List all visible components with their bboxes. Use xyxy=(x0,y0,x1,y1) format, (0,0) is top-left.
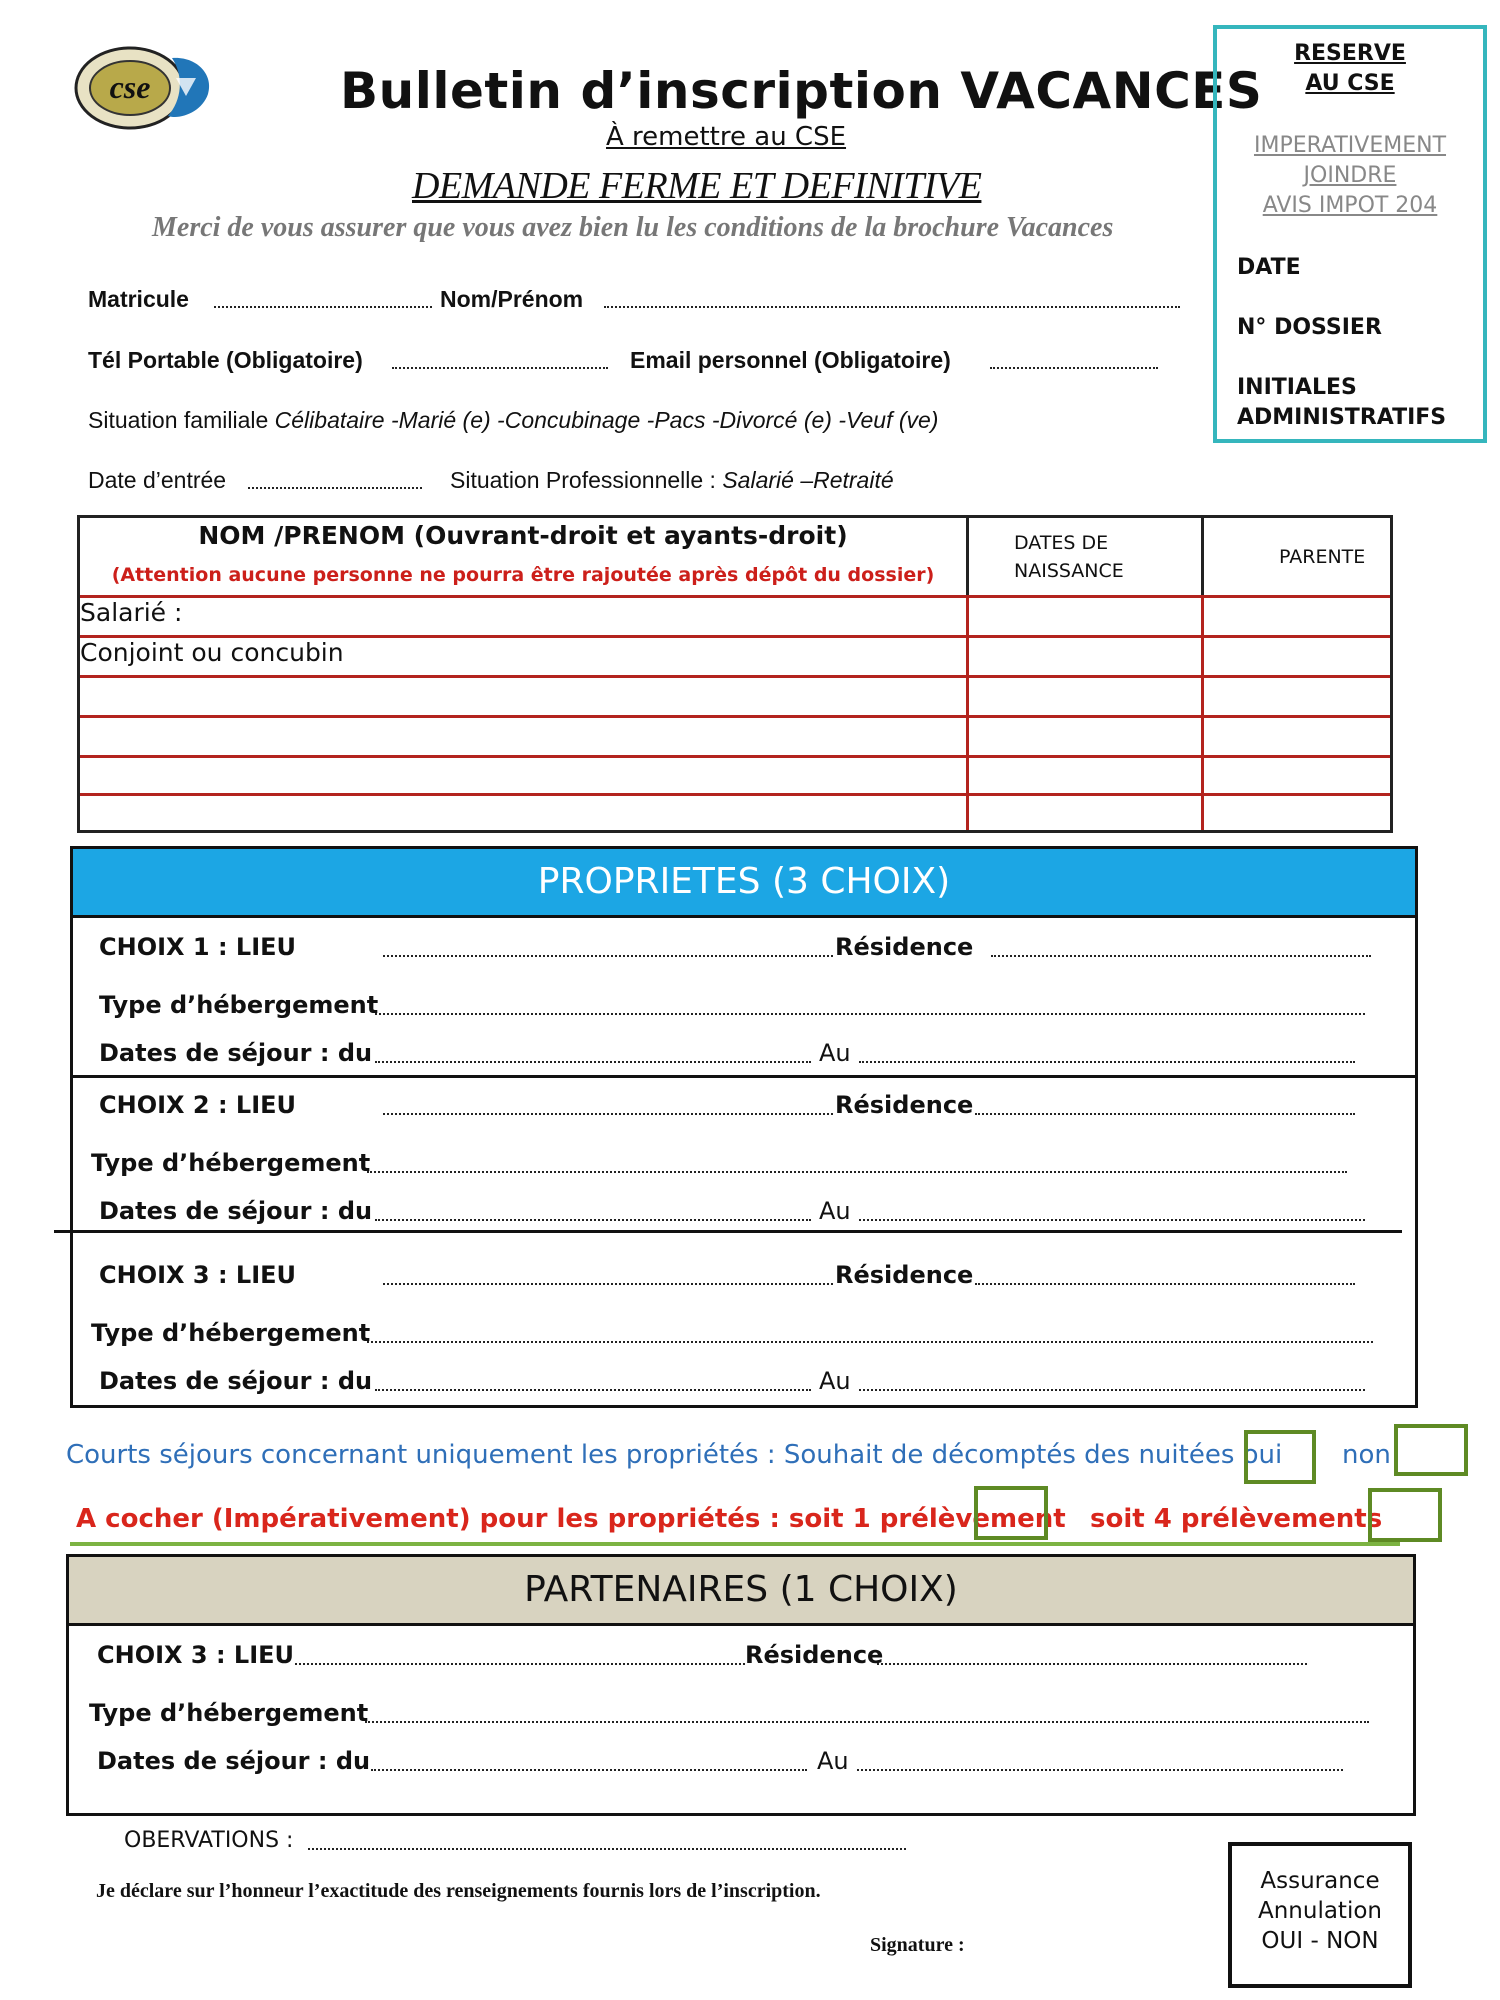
choix1-du-field[interactable] xyxy=(375,1061,811,1063)
merci-note: Merci de vous assurer que vous avez bien lu les conditions de la brochure Vacances xyxy=(152,212,1114,243)
courts-sejours-text: Courts séjours concernant uniquement les propriétés : Souhait de décomptés des nuitées oui xyxy=(66,1440,1283,1470)
situation-pro-values[interactable]: Salarié –Retraité xyxy=(722,467,894,493)
choix1-au-label: Au xyxy=(819,1039,851,1067)
choice-separator xyxy=(54,1230,1402,1233)
choix1-type-label: Type d’hébergement xyxy=(99,991,379,1019)
choix2-au-field[interactable] xyxy=(859,1219,1365,1221)
reserve-imp-2: JOINDRE xyxy=(1303,163,1397,188)
cocher-text: A cocher (Impérativement) pour les propriétés : soit 1 prélèvement xyxy=(76,1504,1066,1534)
partenaires-lieu-field[interactable] xyxy=(295,1663,745,1665)
declaration-text: Je déclare sur l’honneur l’exactitude des renseignements fournis lors de l’inscription. xyxy=(96,1880,821,1902)
members-header-parente: PARENTE xyxy=(1279,546,1366,568)
choix2-lieu-field[interactable] xyxy=(383,1113,833,1115)
tel-field[interactable] xyxy=(392,367,608,369)
choix2-type-label: Type d’hébergement xyxy=(91,1149,371,1177)
situation-familiale-values[interactable]: Célibataire -Marié (e) -Concubinage -Pacs -Divorcé (e) -Veuf (ve) xyxy=(274,407,939,433)
partenaires-title: PARTENAIRES (1 CHOIX) xyxy=(69,1557,1413,1626)
choix2-au-label: Au xyxy=(819,1197,851,1225)
assurance-line-1: Assurance xyxy=(1260,1868,1380,1894)
choix3-lieu-label: CHOIX 3 : LIEU xyxy=(99,1261,297,1289)
choix3-residence-field[interactable] xyxy=(975,1283,1355,1285)
choix2-du-field[interactable] xyxy=(375,1219,811,1221)
matricule-label: Matricule xyxy=(88,286,189,312)
choix1-dates-label: Dates de séjour : du xyxy=(99,1039,373,1067)
situation-pro-row xyxy=(450,467,894,494)
reserve-date-label: DATE xyxy=(1237,255,1301,280)
choix1-au-field[interactable] xyxy=(859,1061,1355,1063)
date-entree-field[interactable] xyxy=(248,487,422,489)
email-field[interactable] xyxy=(990,367,1158,369)
partenaires-du-field[interactable] xyxy=(371,1769,807,1771)
logo-text: cse xyxy=(109,69,151,105)
assurance-box xyxy=(1228,1842,1412,1988)
choix1-residence-label: Résidence xyxy=(835,933,974,961)
choix2-dates-label: Dates de séjour : du xyxy=(99,1197,373,1225)
assurance-line-2: Annulation xyxy=(1257,1898,1382,1924)
courts-non-label: non xyxy=(1342,1440,1391,1470)
partenaires-dates-label: Dates de séjour : du xyxy=(97,1747,371,1775)
page-title: Bulletin d’inscription VACANCES xyxy=(340,62,1263,120)
partenaires-lieu-label: CHOIX 3 : LIEU xyxy=(97,1641,295,1669)
demande-heading: DEMANDE FERME ET DEFINITIVE xyxy=(412,165,982,207)
partenaires-type-field[interactable] xyxy=(365,1721,1369,1723)
choix3-au-field[interactable] xyxy=(859,1389,1365,1391)
nom-prenom-label: Nom/Prénom xyxy=(440,286,584,312)
date-entree-label: Date d’entrée xyxy=(88,467,227,493)
choix1-type-field[interactable] xyxy=(375,1013,1365,1015)
courts-oui-checkbox[interactable] xyxy=(1244,1430,1316,1484)
partenaires-section xyxy=(66,1554,1416,1816)
members-header-dates-1: DATES DE xyxy=(1014,532,1109,554)
cse-logo xyxy=(68,38,218,138)
page-subtitle: À remettre au CSE xyxy=(606,122,847,152)
partenaires-residence-label: Résidence xyxy=(745,1641,884,1669)
proprietes-section xyxy=(70,846,1418,1408)
situation-familiale-label: Situation familiale xyxy=(88,407,269,433)
reserve-dossier-label: N° DOSSIER xyxy=(1237,315,1382,340)
members-table xyxy=(77,515,1393,833)
reserve-cse-box xyxy=(1213,25,1487,443)
observations-label: OBERVATIONS : xyxy=(124,1828,294,1853)
member-row-conjoint[interactable]: Conjoint ou concubin xyxy=(80,638,344,667)
members-header-dates-2: NAISSANCE xyxy=(1014,560,1124,582)
partenaires-au-label: Au xyxy=(817,1747,849,1775)
choix3-residence-label: Résidence xyxy=(835,1261,974,1289)
reserve-imp-3: AVIS IMPOT 204 xyxy=(1262,193,1438,218)
choix3-dates-label: Dates de séjour : du xyxy=(99,1367,373,1395)
partenaires-au-field[interactable] xyxy=(857,1769,1343,1771)
email-label: Email personnel (Obligatoire) xyxy=(630,347,951,373)
reserve-initiales-label: INITIALES xyxy=(1237,375,1357,400)
tel-label: Tél Portable (Obligatoire) xyxy=(88,347,363,373)
choix3-type-field[interactable] xyxy=(367,1341,1373,1343)
cocher-4-prelevements-label: soit 4 prélèvements xyxy=(1090,1504,1383,1534)
choix1-residence-field[interactable] xyxy=(991,955,1371,957)
members-header-name: NOM /PRENOM (Ouvrant-droit et ayants-droit) xyxy=(198,521,848,550)
choix1-lieu-field[interactable] xyxy=(383,955,833,957)
cocher-4-prelevements-checkbox[interactable] xyxy=(1368,1488,1442,1542)
members-header-warning: (Attention aucune personne ne pourra être rajoutée après dépôt du dossier) xyxy=(111,564,935,586)
courts-non-checkbox[interactable] xyxy=(1394,1424,1468,1476)
reserve-line-1: RESERVE xyxy=(1294,41,1406,66)
choix3-type-label: Type d’hébergement xyxy=(91,1319,371,1347)
partenaires-type-label: Type d’hébergement xyxy=(89,1699,369,1727)
partenaires-residence-field[interactable] xyxy=(877,1663,1307,1665)
assurance-oui-non[interactable]: OUI - NON xyxy=(1261,1928,1379,1954)
observations-field[interactable] xyxy=(308,1848,906,1850)
nom-prenom-field[interactable] xyxy=(604,306,1180,308)
situation-familiale-row xyxy=(88,407,938,434)
cocher-underline xyxy=(70,1542,1400,1546)
choix3-du-field[interactable] xyxy=(375,1389,811,1391)
reserve-imp-1: IMPERATIVEMENT xyxy=(1253,133,1447,158)
choix2-lieu-label: CHOIX 2 : LIEU xyxy=(99,1091,297,1119)
reserve-administratifs-label: ADMINISTRATIFS xyxy=(1237,405,1447,430)
choix1-lieu-label: CHOIX 1 : LIEU xyxy=(99,933,297,961)
cocher-1-prelevement-checkbox[interactable] xyxy=(974,1486,1048,1540)
choix2-residence-label: Résidence xyxy=(835,1091,974,1119)
choix2-type-field[interactable] xyxy=(367,1171,1347,1173)
choix3-lieu-field[interactable] xyxy=(383,1283,833,1285)
member-row-salarie[interactable]: Salarié : xyxy=(80,598,183,627)
choix3-au-label: Au xyxy=(819,1367,851,1395)
proprietes-title: PROPRIETES (3 CHOIX) xyxy=(73,849,1415,918)
reserve-line-2: AU CSE xyxy=(1305,71,1395,96)
situation-pro-label: Situation Professionnelle : xyxy=(450,467,716,493)
matricule-field[interactable] xyxy=(214,306,432,308)
signature-label: Signature : xyxy=(870,1934,965,1956)
choix2-residence-field[interactable] xyxy=(975,1113,1355,1115)
